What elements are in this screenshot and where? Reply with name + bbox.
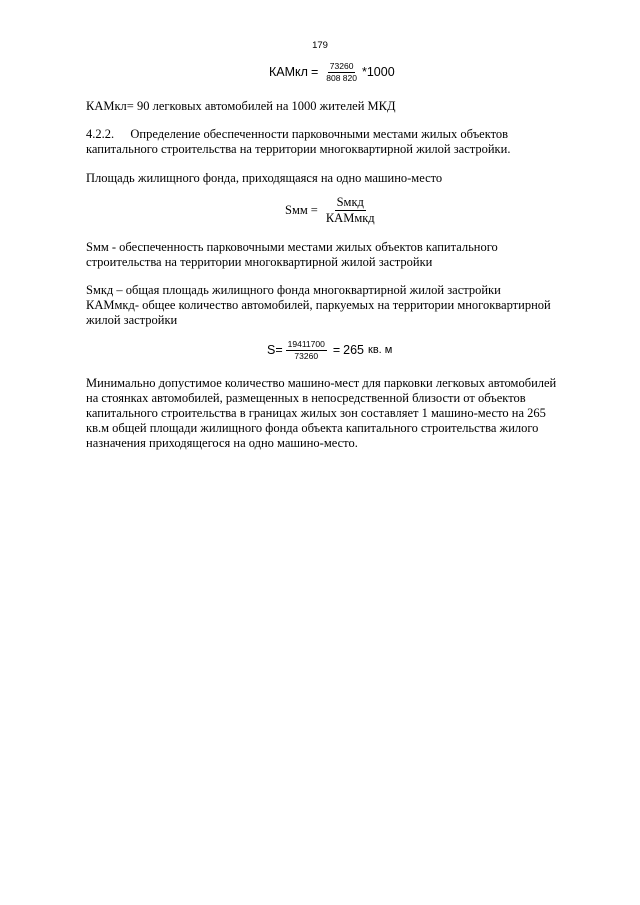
definition-line: Sмкд – общая площадь жилищного фонда многоквартирной жилой застройки xyxy=(86,283,501,297)
definition-smkd xyxy=(86,283,556,328)
formula-kam-kl xyxy=(269,62,395,83)
section-number: 4.2.2. xyxy=(86,127,115,141)
formula2-numerator: Sмкд xyxy=(335,196,366,211)
definition-line: КАМмкд- общее количество автомобилей, паркуемых на территории многоквартирной xyxy=(86,298,551,312)
conclusion-line: капитального строительства в границах жилых зон составляет 1 машино-место на 265 xyxy=(86,406,546,420)
page-number: 179 xyxy=(312,40,328,51)
formula1-denominator: 808 820 xyxy=(326,72,357,83)
formula1-lhs: КАМкл xyxy=(269,65,308,80)
conclusion-paragraph xyxy=(86,376,556,451)
formula2-denominator: КАМмкд xyxy=(325,211,375,226)
section-title-line1: Определение обеспеченности парковочными местами жилых объектов xyxy=(130,127,509,141)
section-heading xyxy=(86,127,556,157)
area-intro: Площадь жилищного фонда, приходящаяся на одно машино-место xyxy=(86,171,443,185)
formula1-numerator: 73260 xyxy=(329,61,354,71)
formula3-unit: кв. м xyxy=(368,344,393,357)
definition-line: Sмм - обеспеченность парковочными местами жилых объектов капитального xyxy=(86,240,498,254)
conclusion-line: кв.м общей площади жилищного фонда объекта капитального строительства жилого xyxy=(86,421,539,435)
formula3-equals: = xyxy=(332,343,341,358)
formula2-fraction xyxy=(324,196,377,225)
definition-line: жилой застройки xyxy=(86,313,178,327)
formula3-fraction xyxy=(286,340,327,361)
formula2-equals: = xyxy=(310,203,318,218)
formula-smm xyxy=(285,196,380,225)
definition-line: строительства на территории многоквартирной жилой застройки xyxy=(86,255,433,269)
formula1-fraction xyxy=(324,62,359,83)
formula3-numerator: 19411700 xyxy=(287,339,325,349)
formula1-tail: *1000 xyxy=(361,65,395,80)
conclusion-line: на стоянках автомобилей, размещенных в непосредственной близости от объектов xyxy=(86,391,526,405)
result-line: КАМкл= 90 легковых автомобилей на 1000 жителей МКД xyxy=(86,99,396,113)
section-title-line2: капитального строительства на территории многоквартирной жилой застройки. xyxy=(86,142,511,156)
conclusion-line: назначения приходящегося на одно машино-место. xyxy=(86,436,358,450)
formula1-equals: = xyxy=(310,65,319,80)
formula2-lhs: Sмм xyxy=(285,203,308,218)
conclusion-line: Минимально допустимое количество машино-мест для парковки легковых автомобилей xyxy=(86,376,557,390)
formula3-denominator: 73260 xyxy=(294,350,319,361)
formula3-value: 265 xyxy=(343,343,364,358)
definition-smm xyxy=(86,240,556,270)
formula3-lhs: S= xyxy=(267,343,283,358)
formula-s xyxy=(267,340,392,361)
